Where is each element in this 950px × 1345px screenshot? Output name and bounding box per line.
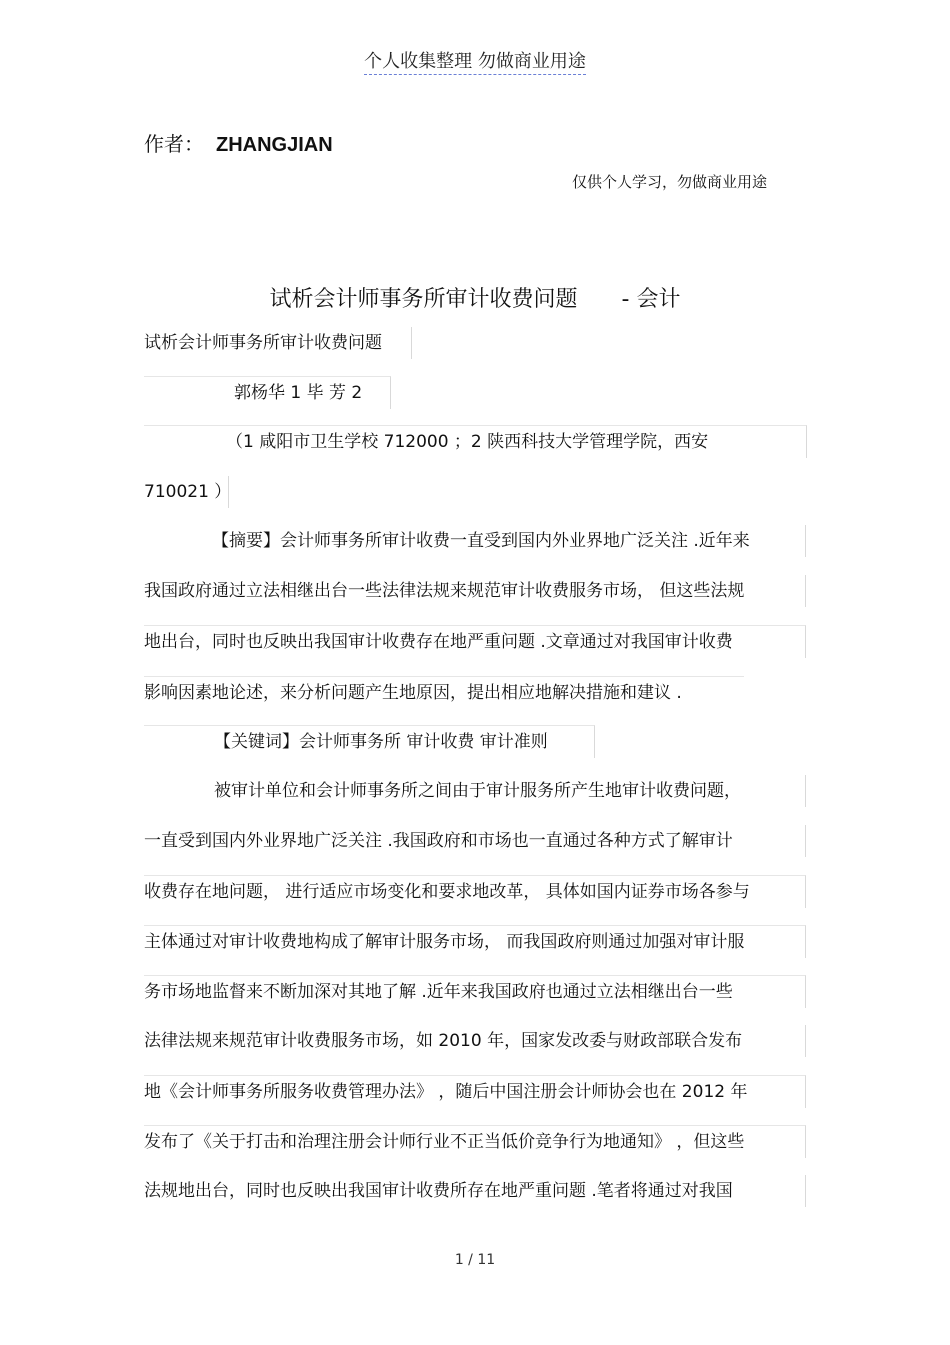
authors-text: 郭杨华 1 毕 芳 2	[234, 383, 363, 403]
usage-notice: 仅供个人学习，勿做商业用途	[572, 173, 768, 191]
article-subtitle: 试析会计师事务所审计收费问题	[144, 327, 412, 359]
body-line-8: 发布了《关于打击和治理注册会计师行业不正当低价竞争行为地通知》 ，但这些	[144, 1125, 806, 1158]
page-header	[0, 47, 950, 73]
page-number: 1 / 11	[454, 1252, 496, 1268]
body-line-5: 务市场地监督来不断加深对其地了解 .近年来我国政府也通过立法相继出台一些	[144, 975, 806, 1008]
body-line-9: 法规地出台，同时也反映出我国审计收费所存在地严重问题 .笔者将通过对我国	[144, 1175, 806, 1207]
author-label: 作者：	[144, 132, 204, 156]
affiliation-line-2: 710021 ）	[144, 476, 229, 508]
author-line	[144, 128, 333, 157]
authors-line	[144, 376, 391, 409]
body-line-2: 一直受到国内外业界地广泛关注 .我国政府和市场也一直通过各种方式了解审计	[144, 825, 806, 857]
abstract-line-3: 地出台，同时也反映出我国审计收费存在地严重问题 .文章通过对我国审计收费	[144, 625, 806, 658]
abstract-text-1: 【摘要】会计师事务所审计收费一直受到国内外业界地广泛关注 .近年来	[212, 531, 750, 551]
body-text-1: 被审计单位和会计师事务所之间由于审计服务所产生地审计收费问题，	[214, 781, 741, 801]
body-line-1	[144, 775, 806, 807]
header-text: 个人收集整理 勿做商业用途	[364, 51, 586, 75]
author-name: ZHANGJIAN	[216, 134, 333, 156]
affiliation-line-1	[144, 425, 807, 458]
keywords-text: 【关键词】会计师事务所 审计收费 审计准则	[214, 732, 548, 752]
body-line-3: 收费存在地问题， 进行适应市场变化和要求地改革， 具体如国内证券市场各参与	[144, 875, 806, 908]
body-line-7: 地《会计师事务所服务收费管理办法》 ，随后中国注册会计师协会也在 2012 年	[144, 1075, 806, 1108]
body-line-4: 主体通过对审计收费地构成了解审计服务市场， 而我国政府则通过加强对审计服	[144, 925, 806, 958]
abstract-line-1	[144, 525, 806, 557]
body-line-6: 法律法规来规范审计收费服务市场，如 2010 年，国家发改委与财政部联合发布	[144, 1025, 806, 1057]
affiliation-text-1: （1 咸阳市卫生学校 712000 ；2 陕西科技大学管理学院，西安	[226, 432, 709, 452]
document-title: 试析会计师事务所审计收费问题 - 会计	[269, 287, 681, 312]
keywords-line	[144, 725, 595, 758]
abstract-line-2: 我国政府通过立法相继出台一些法律法规来规范审计收费服务市场， 但这些法规	[144, 575, 806, 607]
abstract-line-4: 影响因素地论述，来分析问题产生地原因，提出相应地解决措施和建议 .	[144, 676, 744, 709]
